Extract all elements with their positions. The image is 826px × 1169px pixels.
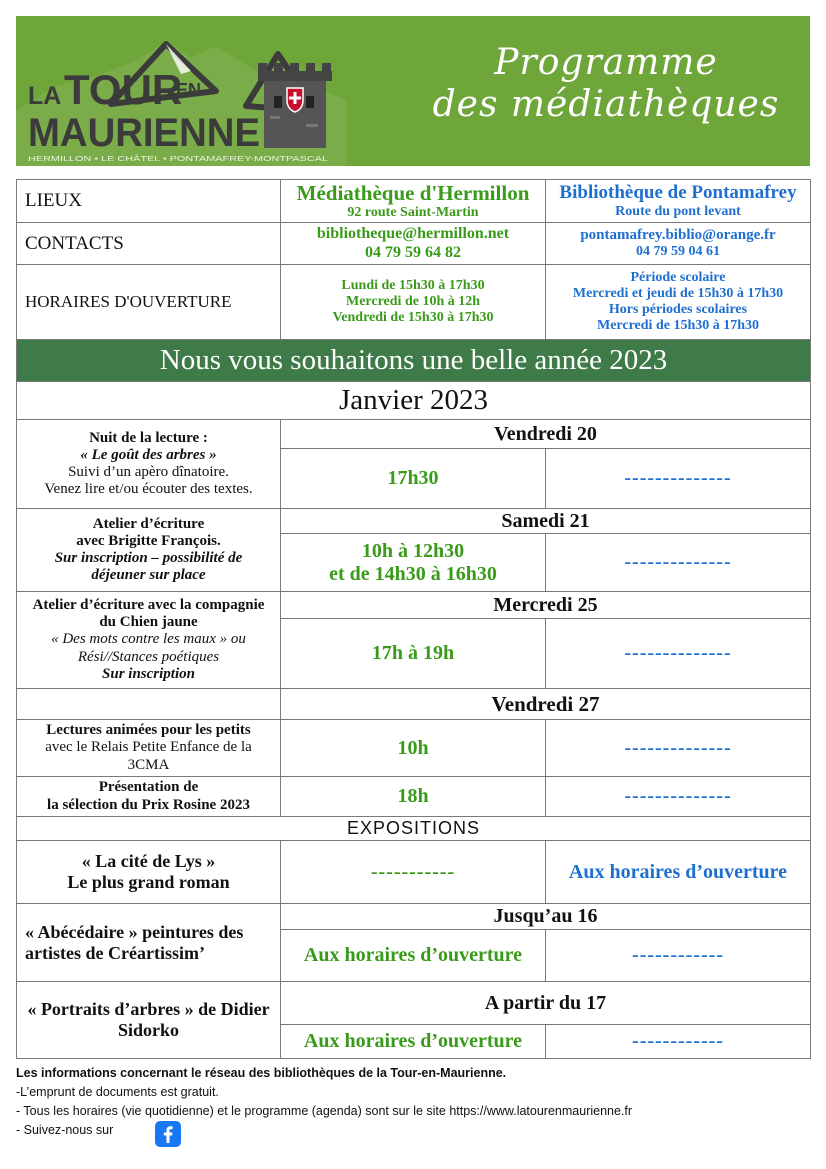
- event-detail: Sur inscription: [102, 665, 195, 682]
- empty-cell: [17, 689, 281, 720]
- pontamafrey-time: --------------: [546, 534, 811, 592]
- pontamafrey-time: --------------: [546, 777, 811, 817]
- hermillon-hours-line: Mercredi de 10h à 12h: [345, 293, 481, 309]
- pontamafrey-address: Route du pont levant: [615, 203, 741, 219]
- hermillon-lieu: [281, 180, 546, 223]
- event-atelier2-description: [17, 592, 281, 689]
- event-detail: Rési//Stances poétiques: [77, 648, 220, 665]
- event-detail: Sur inscription – possibilité de: [54, 550, 243, 566]
- event-lectures-description: [17, 720, 281, 777]
- row-greeting: [17, 340, 811, 382]
- row-lieux: [17, 180, 811, 223]
- event-title: Présentation de: [98, 779, 199, 796]
- hermillon-time-line: et de 14h30 à 16h30: [329, 562, 497, 585]
- event-row: [17, 720, 811, 777]
- hermillon-time: 10h: [281, 720, 546, 777]
- footer: [16, 1064, 810, 1140]
- expo-title: « Abécédaire » peintures des: [25, 921, 244, 942]
- hermillon-hours: [281, 265, 546, 340]
- expo-title: « La cité de Lys »: [81, 851, 216, 872]
- event-date: Samedi 21: [281, 509, 811, 534]
- expo-date: Jusqu’au 16: [281, 904, 811, 930]
- pontamafrey-hours-line: Hors périodes scolaires: [608, 302, 748, 317]
- hermillon-hours-line: Vendredi de 15h30 à 17h30: [332, 310, 494, 326]
- hermillon-time-line: 10h à 12h30: [361, 539, 465, 562]
- pontamafrey-hours-line: Mercredi et jeudi de 15h30 à 17h30: [572, 285, 784, 301]
- pontamafrey-time: ------------: [546, 1025, 811, 1059]
- event-subtitle: « Le goût des arbres »: [80, 446, 217, 463]
- hermillon-time: 17h30: [281, 449, 546, 509]
- expo-detail: artistes de Créartissim’: [25, 942, 205, 963]
- hermillon-time: Aux horaires d’ouverture: [281, 930, 546, 982]
- event-row: [17, 689, 811, 720]
- pontamafrey-hours-line: Période scolaire: [630, 269, 726, 285]
- hermillon-phone: 04 79 59 64 82: [365, 243, 461, 261]
- hermillon-time: [281, 534, 546, 592]
- footer-line: - Suivez-nous sur: [16, 1123, 114, 1137]
- logo-en: EN: [176, 80, 202, 100]
- header-banner: [16, 16, 810, 166]
- hermillon-time: Aux horaires d’ouverture: [281, 1025, 546, 1059]
- hermillon-address: 92 route Saint-Martin: [347, 205, 479, 221]
- pontamafrey-phone: 04 79 59 04 61: [636, 244, 720, 260]
- expo-date: A partir du 17: [281, 982, 811, 1025]
- event-title: Lectures animées pour les petits: [46, 722, 251, 739]
- footer-line: Les informations concernant le réseau des bibliothèques de la Tour-en-Maurienne.: [16, 1066, 507, 1080]
- row-contacts: [17, 223, 811, 265]
- hermillon-time: 17h à 19h: [281, 619, 546, 689]
- event-title: Atelier d’écriture avec la compagnie: [32, 596, 265, 613]
- pontamafrey-lieu: [546, 180, 811, 223]
- title-line-1: Programme: [494, 42, 718, 83]
- logo-tour: TOUR: [64, 66, 183, 113]
- expo-detail: Sidorko: [117, 1020, 180, 1040]
- event-detail: la sélection du Prix Rosine 2023: [47, 796, 250, 813]
- pontamafrey-email[interactable]: pontamafrey.biblio@orange.fr: [580, 226, 776, 243]
- facebook-icon[interactable]: [155, 1121, 181, 1147]
- logo: [16, 16, 346, 166]
- event-detail: avec Brigitte François.: [76, 532, 221, 549]
- event-nuit-description: [17, 420, 281, 509]
- pontamafrey-contact: [546, 223, 811, 265]
- event-detail: déjeuner sur place: [91, 567, 206, 584]
- event-detail: 3CMA: [127, 756, 170, 773]
- logo-villages: HERMILLON • LE CHÂTEL • PONTAMAFREY-MONTPASCAL: [28, 154, 328, 163]
- event-row: [17, 592, 811, 619]
- event-atelier1-description: [17, 509, 281, 592]
- greeting-band: Nous vous souhaitons une belle année 2023: [17, 340, 811, 382]
- pontamafrey-time: --------------: [546, 449, 811, 509]
- row-horaires: [17, 265, 811, 340]
- hermillon-contact: [281, 223, 546, 265]
- logo-maurienne: MAURIENNE: [28, 111, 260, 155]
- logo-la: LA: [28, 82, 62, 110]
- hermillon-time: -----------: [281, 841, 546, 904]
- expo-row: [17, 841, 811, 904]
- expo-row: [17, 904, 811, 930]
- pontamafrey-name: Bibliothèque de Pontamafrey: [559, 182, 797, 204]
- event-title: Nuit de la lecture :: [89, 429, 208, 446]
- event-title: Atelier d’écriture: [92, 515, 205, 532]
- expo-portraits-description: [17, 982, 281, 1059]
- row-month: [17, 382, 811, 420]
- hermillon-email[interactable]: bibliotheque@hermillon.net: [316, 225, 510, 243]
- footer-line: -L’emprunt de documents est gratuit.: [16, 1085, 219, 1099]
- expositions-heading: EXPOSITIONS: [17, 817, 811, 841]
- event-detail: Suivi d’un apèro dînatoire.: [68, 464, 229, 480]
- expo-row: [17, 982, 811, 1025]
- expo-detail: Le plus grand roman: [67, 872, 230, 892]
- programme-table: [16, 179, 811, 1059]
- hermillon-name: Médiathèque d'Hermillon: [296, 180, 530, 205]
- event-row: [17, 777, 811, 817]
- event-detail: Venez lire et/ou écouter des textes.: [44, 481, 253, 498]
- horaires-label: HORAIRES D'OUVERTURE: [17, 265, 281, 340]
- page-title: [416, 42, 796, 126]
- pontamafrey-time: --------------: [546, 619, 811, 689]
- expo-abecedaire-description: [17, 904, 281, 982]
- footer-line[interactable]: - Tous les horaires (vie quotidienne) et le programme (agenda) sont sur le site https://www.latourenmaurienne.fr: [16, 1104, 633, 1118]
- event-row: [17, 509, 811, 534]
- event-date: Vendredi 27: [281, 689, 811, 720]
- lieux-label: LIEUX: [17, 180, 281, 223]
- pontamafrey-hours: [546, 265, 811, 340]
- event-detail: « Des mots contre les maux » ou: [51, 631, 246, 648]
- event-row: [17, 420, 811, 449]
- pontamafrey-time: Aux horaires d’ouverture: [546, 841, 811, 904]
- expo-lys-description: [17, 841, 281, 904]
- row-expositions-heading: [17, 817, 811, 841]
- month-heading: Janvier 2023: [17, 382, 811, 420]
- pontamafrey-time: --------------: [546, 720, 811, 777]
- event-date: Mercredi 25: [281, 592, 811, 619]
- hermillon-time: 18h: [281, 777, 546, 817]
- pontamafrey-hours-line: Mercredi de 15h30 à 17h30: [596, 318, 760, 334]
- pontamafrey-time: ------------: [546, 930, 811, 982]
- event-detail: du Chien jaune: [99, 614, 198, 631]
- event-date: Vendredi 20: [281, 420, 811, 449]
- event-detail: avec le Relais Petite Enfance de la: [45, 739, 252, 756]
- expo-title: « Portraits d’arbres » de Didier: [27, 999, 270, 1020]
- title-line-2: des médiathèques: [432, 84, 780, 125]
- swiss-shield-icon: [287, 88, 303, 112]
- hermillon-hours-line: Lundi de 15h30 à 17h30: [341, 277, 485, 293]
- contacts-label: CONTACTS: [17, 223, 281, 265]
- event-prix-description: [17, 777, 281, 817]
